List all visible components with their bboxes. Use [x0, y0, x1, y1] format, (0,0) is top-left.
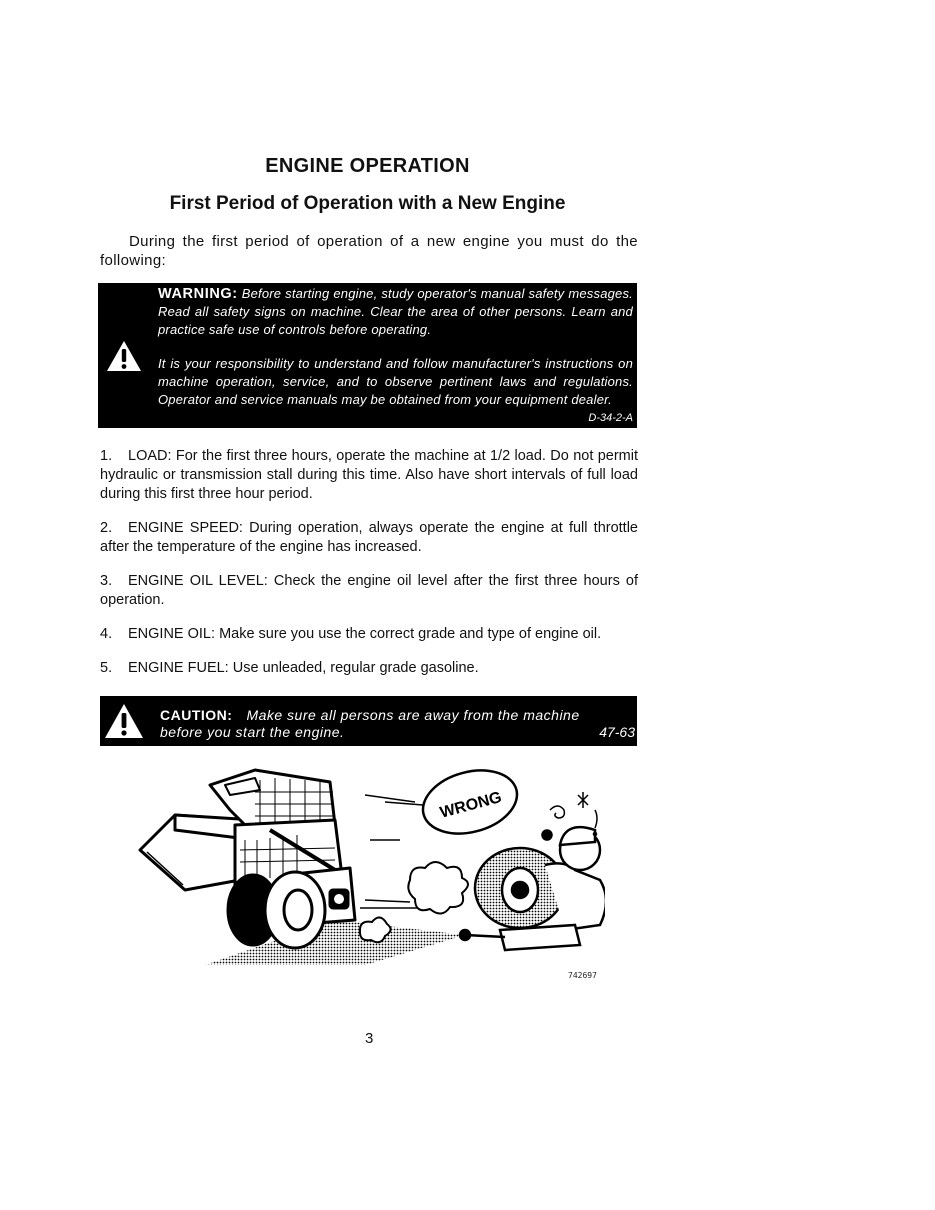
caution-message-1: Make sure all persons are away from the machine: [246, 707, 580, 723]
step-label: ENGINE OIL LEVEL:: [128, 573, 268, 589]
warning-paragraph-2: [158, 355, 633, 424]
warning-code: D-34-2-A: [588, 412, 633, 424]
step-number: 1.: [100, 448, 113, 464]
list-item: [100, 447, 638, 504]
step-label: ENGINE SPEED:: [128, 520, 243, 536]
wrong-balloon: [416, 761, 524, 844]
step-text: For the first three hours, operate the machine at 1/2 load. Do not permit hydraulic or transmission stall during this time. Also have short intervals of full load during this first three hour period.: [100, 448, 638, 502]
figure-code: 742697: [568, 971, 597, 980]
step-label: ENGINE OIL:: [128, 626, 216, 642]
warning-paragraph-1: [158, 285, 633, 339]
caution-triangle-icon: [104, 703, 144, 739]
caution-box: [100, 696, 637, 746]
section-subtitle: First Period of Operation with a New Engine: [169, 193, 566, 214]
warning-label: WARNING:: [158, 286, 238, 302]
step-text: Make sure you use the correct grade and type of engine oil.: [219, 626, 602, 642]
caution-line-2: [160, 724, 635, 741]
list-item: [100, 625, 638, 644]
step-text: During operation, always operate the engine at full throttle after the temperature of the engine has increased.: [100, 520, 638, 555]
step-number: 2.: [100, 520, 113, 536]
step-number: 5.: [100, 660, 113, 676]
warning-message: Before starting engine, study operator's manual safety messages. Read all safety signs on machine. Clear the area of other persons. Learn and practice safe use of controls before operating.: [158, 286, 633, 337]
caution-code: 47-63: [599, 724, 635, 740]
page-number: 3: [365, 1030, 374, 1047]
caution-text: [160, 707, 635, 741]
list-item: [100, 659, 638, 678]
warning-responsibility: It is your responsibility to understand and follow manufacturer's instructions on machine operation, service, and to observe pertinent laws and regulations. Operator and service manuals may be obtained from your equipment dealer.: [158, 356, 633, 407]
wrong-label: WRONG: [438, 789, 504, 822]
list-item: [100, 519, 638, 557]
caution-label: CAUTION:: [160, 707, 233, 723]
page-title: ENGINE OPERATION: [265, 155, 470, 177]
step-text: Check the engine oil level after the first three hours of operation.: [100, 573, 639, 608]
illustration-loader-exhaust: [135, 760, 605, 970]
warning-text: [158, 285, 633, 427]
step-number: 4.: [100, 626, 113, 642]
caution-message-2: before you start the engine.: [160, 724, 345, 740]
steps-list: [100, 447, 638, 693]
mechanic-icon: [460, 827, 605, 950]
skid-steer-loader-icon: [140, 770, 355, 948]
caution-line-1: [160, 707, 635, 724]
step-text: Use unleaded, regular grade gasoline.: [232, 660, 479, 676]
warning-box: [98, 283, 637, 428]
warning-triangle-icon: [106, 340, 142, 372]
step-label: LOAD:: [128, 448, 172, 464]
intro-paragraph: During the first period of operation of a new engine you must do the following:: [100, 233, 638, 269]
step-label: ENGINE FUEL:: [128, 660, 229, 676]
step-number: 3.: [100, 573, 113, 589]
list-item: [100, 572, 638, 610]
